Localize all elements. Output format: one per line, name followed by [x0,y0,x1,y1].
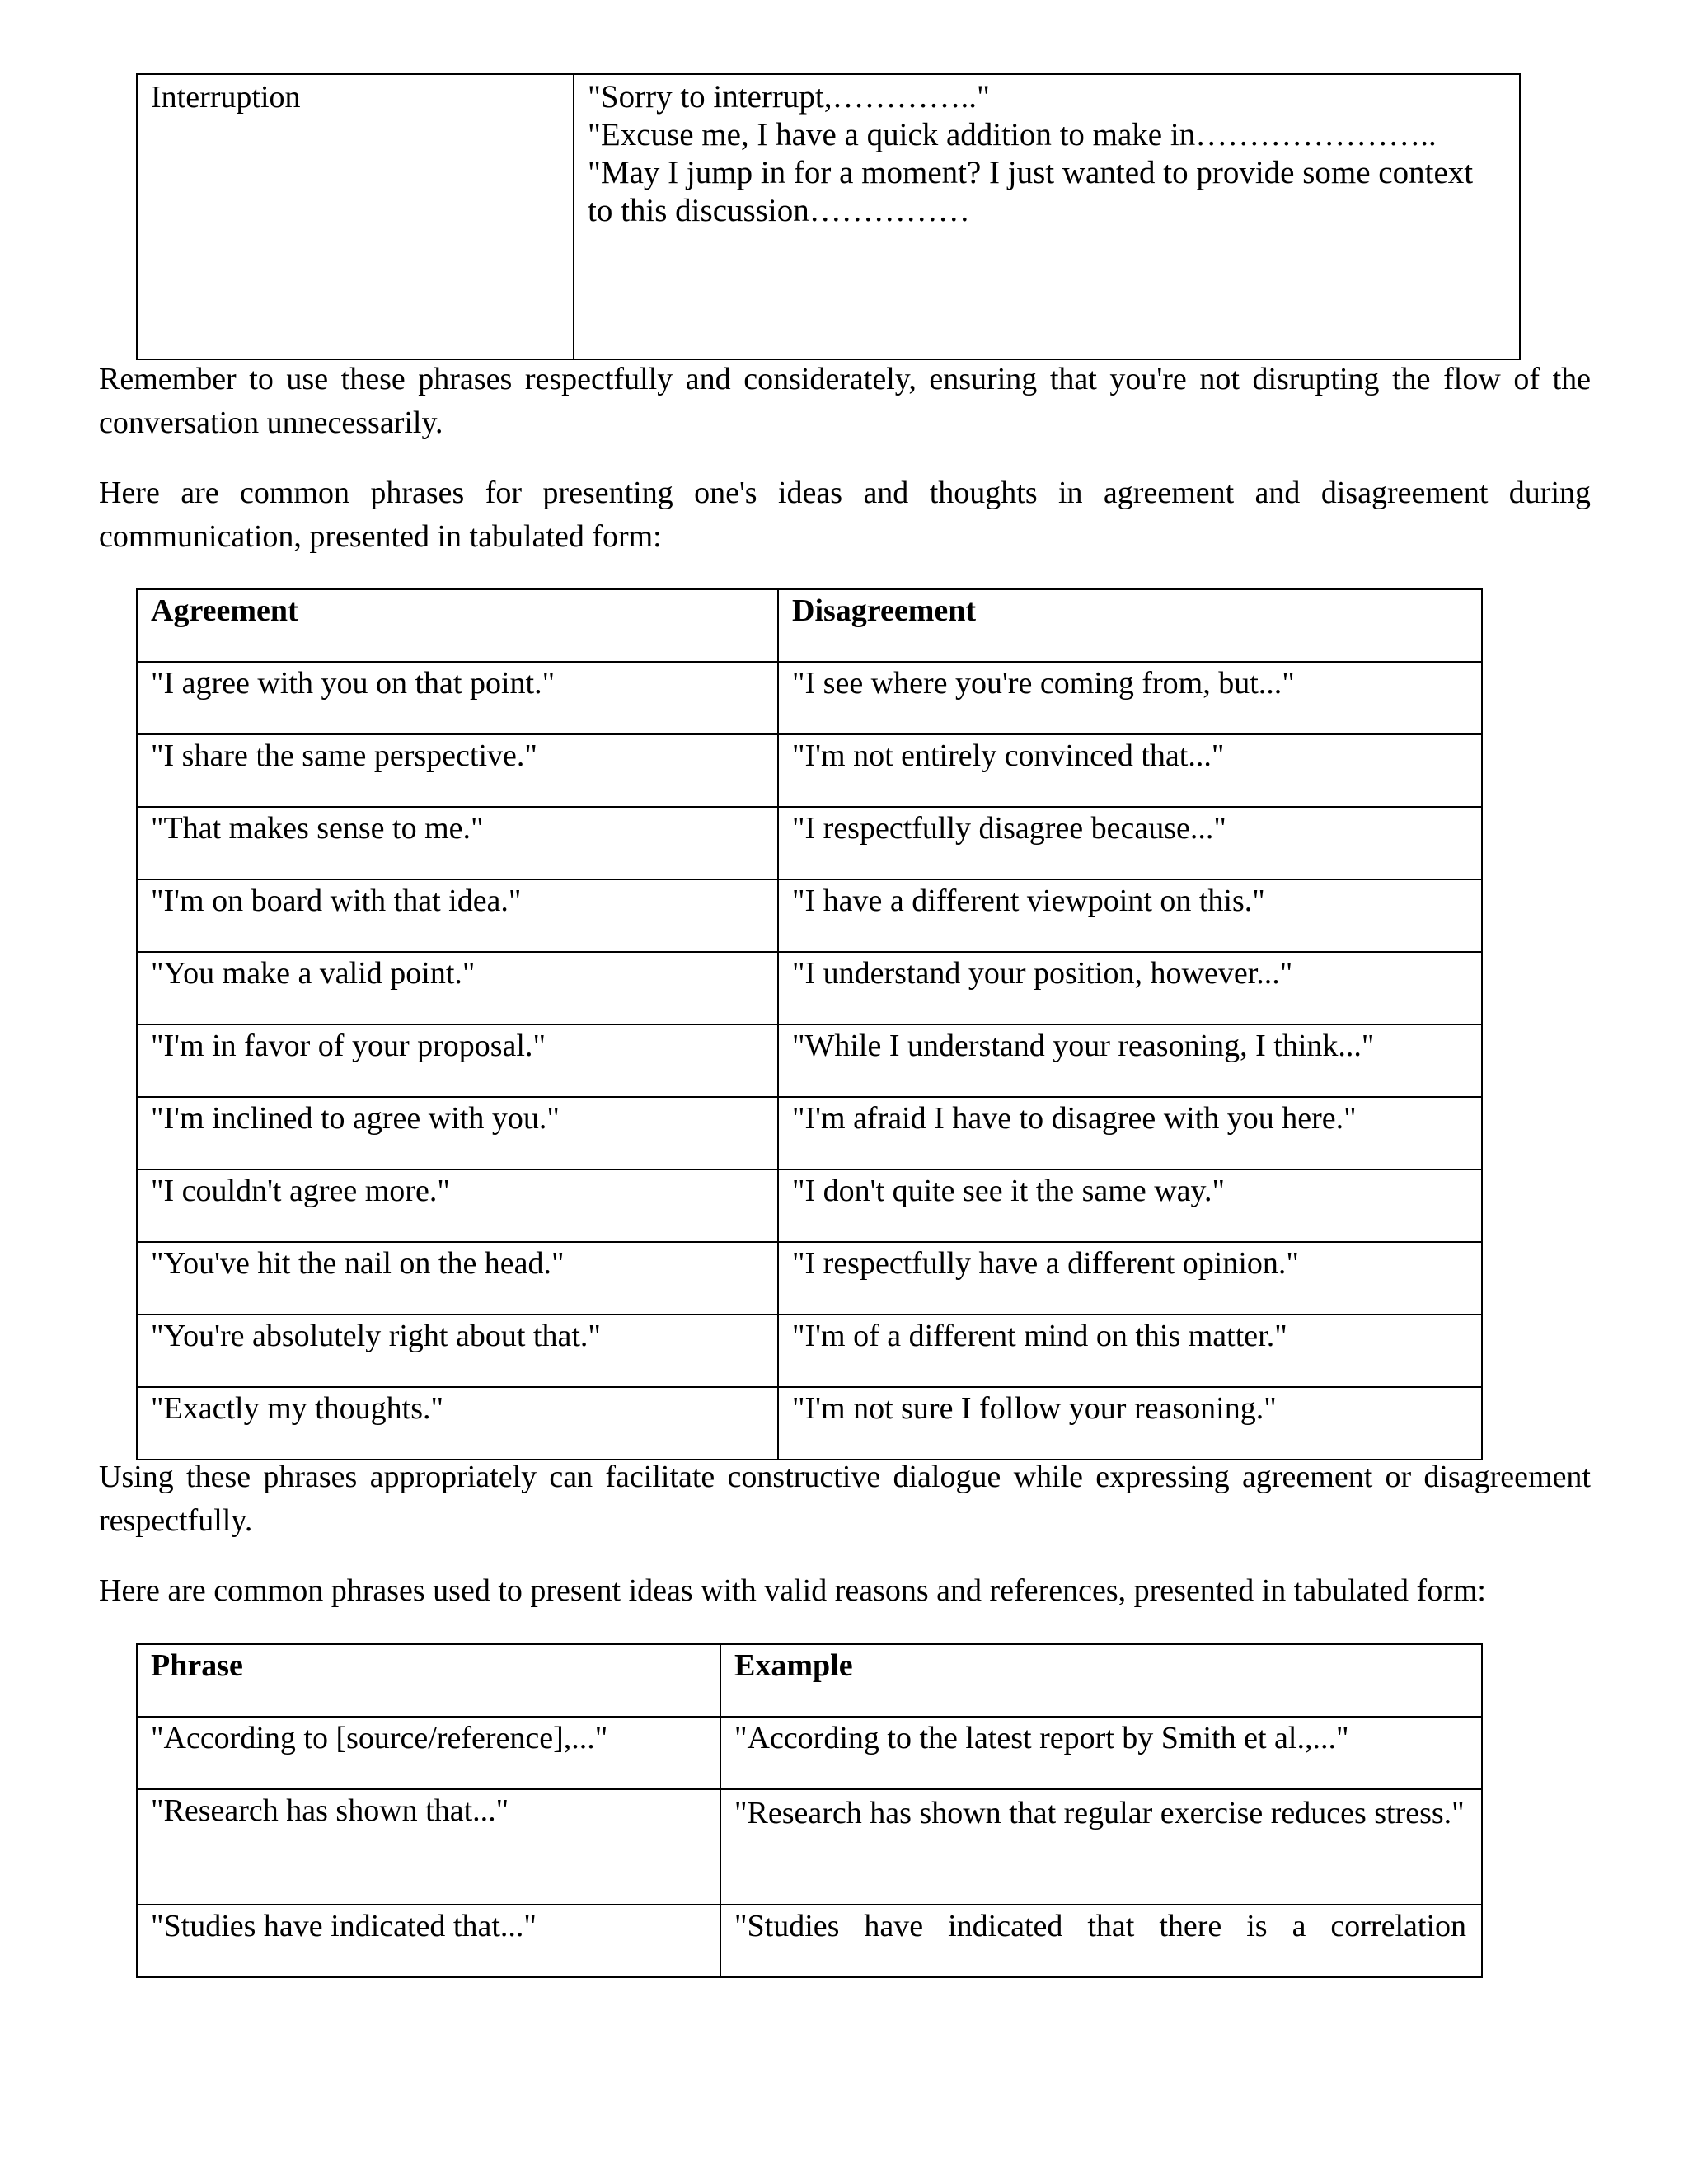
agreement-cell: "That makes sense to me." [137,807,778,879]
header-agreement: Agreement [137,589,778,662]
table-row [137,662,1482,734]
paragraph-agreement-intro: Here are common phrases for presenting one's ideas and thoughts in agreement and disagreement during communication, presented in tabulated form: [99,476,1591,554]
interruption-label: Interruption [137,74,574,359]
table-row [137,1315,1482,1387]
disagreement-cell: "I'm not entirely convinced that..." [778,734,1482,807]
agreement-cell: "I'm on board with that idea." [137,879,778,952]
agreement-cell: "I agree with you on that point." [137,662,778,734]
table-row [137,1097,1482,1169]
paragraph-constructive-dialogue: Using these phrases appropriately can facilitate constructive dialogue while expressing agreement or disagreement respectfully. [99,1460,1591,1538]
disagreement-cell: "I'm of a different mind on this matter." [778,1315,1482,1387]
paragraph-reference-intro: Here are common phrases used to present ideas with valid reasons and references, presented in tabulated form: [99,1573,1486,1608]
disagreement-cell: "I have a different viewpoint on this." [778,879,1482,952]
disagreement-cell: "I don't quite see it the same way." [778,1169,1482,1242]
reference-phrases-table [136,1643,1483,1978]
table-row [137,952,1482,1024]
table-row [137,1024,1482,1097]
interruption-phrase: "May I jump in for a moment? I just wanted to provide some context to this discussion…………… [588,155,1474,228]
disagreement-cell: "I respectfully disagree because..." [778,807,1482,879]
header-disagreement: Disagreement [778,589,1482,662]
phrase-cell: "Studies have indicated that..." [137,1905,720,1977]
disagreement-cell: "I see where you're coming from, but..." [778,662,1482,734]
table-row [137,1789,1482,1905]
agreement-disagreement-table [136,588,1483,1460]
table-row [137,1169,1482,1242]
header-phrase: Phrase [137,1644,720,1717]
interruption-table [136,73,1521,360]
agreement-cell: "You make a valid point." [137,952,778,1024]
table-row [137,734,1482,807]
disagreement-cell: "I'm not sure I follow your reasoning." [778,1387,1482,1460]
agreement-cell: "I'm in favor of your proposal." [137,1024,778,1097]
disagreement-cell: "While I understand your reasoning, I think..." [778,1024,1482,1097]
disagreement-cell: "I respectfully have a different opinion." [778,1242,1482,1315]
table-row [137,807,1482,879]
disagreement-cell: "I understand your position, however..." [778,952,1482,1024]
example-cell: "According to the latest report by Smith et al.,..." [720,1717,1482,1789]
agreement-cell: "I'm inclined to agree with you." [137,1097,778,1169]
phrase-cell: "According to [source/reference],..." [137,1717,720,1789]
interruption-phrases [574,74,1520,359]
table-row [137,1387,1482,1460]
table-header-row [137,589,1482,662]
interruption-phrase: "Excuse me, I have a quick addition to make in………………….. [588,117,1437,152]
agreement-cell: "I couldn't agree more." [137,1169,778,1242]
table-header-row [137,1644,1482,1717]
table-row [137,1242,1482,1315]
example-cell: "Studies have indicated that there is a correlation [720,1905,1482,1977]
table-row [137,1905,1482,1977]
table-row [137,1717,1482,1789]
agreement-cell: "I share the same perspective." [137,734,778,807]
table-row [137,879,1482,952]
agreement-cell: "You've hit the nail on the head." [137,1242,778,1315]
agreement-cell: "You're absolutely right about that." [137,1315,778,1387]
interruption-phrase: "Sorry to interrupt,………….." [588,79,990,115]
header-example: Example [720,1644,1482,1717]
agreement-cell: "Exactly my thoughts." [137,1387,778,1460]
paragraph-respectful-usage: Remember to use these phrases respectfully and considerately, ensuring that you're not disrupting the flow of the conversation unnecessarily. [99,362,1591,440]
example-cell: "Research has shown that regular exercise reduces stress." [720,1789,1482,1905]
phrase-cell: "Research has shown that..." [137,1789,720,1905]
disagreement-cell: "I'm afraid I have to disagree with you here." [778,1097,1482,1169]
